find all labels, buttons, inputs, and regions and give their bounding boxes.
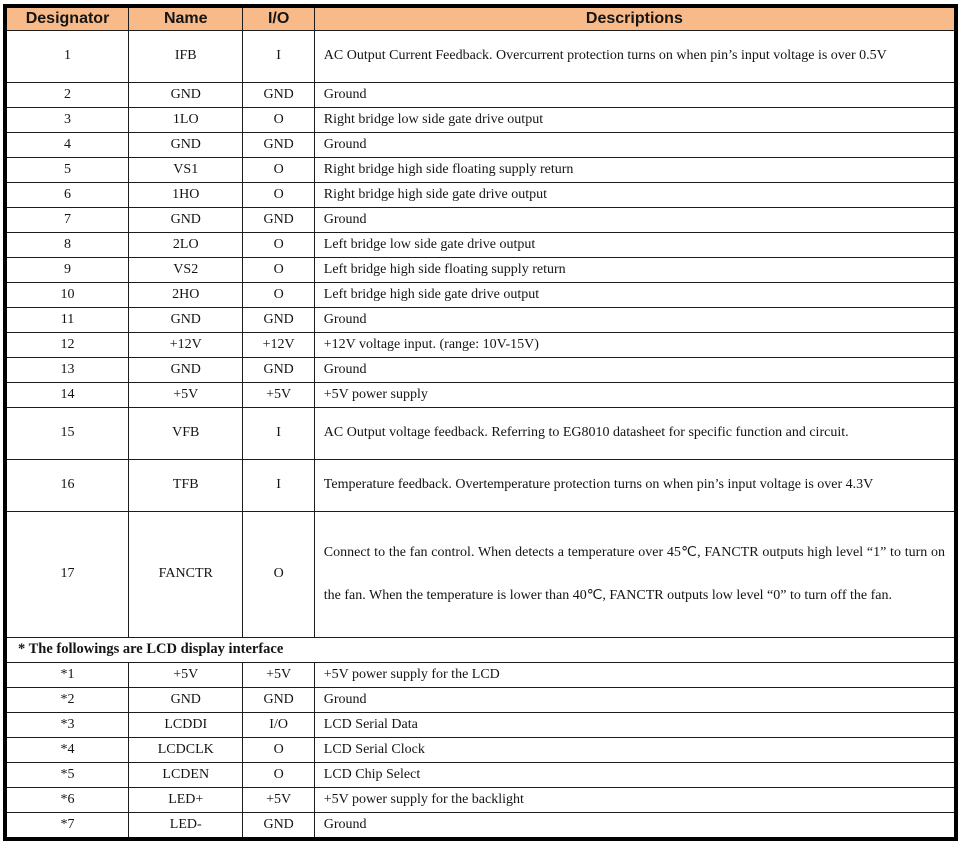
cell-name: LED-: [129, 812, 243, 839]
cell-designator: 5: [5, 157, 129, 182]
column-header-name: Name: [129, 6, 243, 30]
header-row: [5, 6, 956, 30]
cell-io: GND: [243, 82, 314, 107]
cell-name: FANCTR: [129, 511, 243, 637]
table-row: [5, 307, 956, 332]
table-row: [5, 207, 956, 232]
cell-designator: *7: [5, 812, 129, 839]
cell-designator: 6: [5, 182, 129, 207]
cell-io: O: [243, 107, 314, 132]
cell-designator: 15: [5, 407, 129, 459]
cell-name: +5V: [129, 382, 243, 407]
cell-description: Ground: [314, 207, 956, 232]
cell-designator: 1: [5, 30, 129, 82]
column-header-designator: Designator: [5, 6, 129, 30]
cell-designator: 12: [5, 332, 129, 357]
cell-description: Temperature feedback. Overtemperature protection turns on when pin’s input voltage is over 4.3V: [314, 459, 956, 511]
cell-io: +5V: [243, 787, 314, 812]
table-row: [5, 107, 956, 132]
cell-io: I/O: [243, 712, 314, 737]
cell-designator: 3: [5, 107, 129, 132]
cell-description: Ground: [314, 812, 956, 839]
table-row: [5, 257, 956, 282]
lcd-section-label: * The followings are LCD display interface: [5, 637, 956, 662]
cell-name: LCDEN: [129, 762, 243, 787]
pin-description-table: [3, 4, 958, 841]
cell-designator: 4: [5, 132, 129, 157]
cell-name: VS2: [129, 257, 243, 282]
cell-designator: 10: [5, 282, 129, 307]
table-row: [5, 182, 956, 207]
cell-description: +12V voltage input. (range: 10V-15V): [314, 332, 956, 357]
cell-name: GND: [129, 687, 243, 712]
cell-description: +5V power supply for the LCD: [314, 662, 956, 687]
cell-name: GND: [129, 207, 243, 232]
cell-description: Ground: [314, 82, 956, 107]
cell-name: TFB: [129, 459, 243, 511]
table-row: [5, 357, 956, 382]
cell-io: GND: [243, 812, 314, 839]
table-row: [5, 662, 956, 687]
table-row: [5, 459, 956, 511]
table-row: [5, 282, 956, 307]
cell-name: VS1: [129, 157, 243, 182]
cell-name: GND: [129, 82, 243, 107]
table-row: [5, 132, 956, 157]
cell-designator: *4: [5, 737, 129, 762]
cell-description: AC Output Current Feedback. Overcurrent protection turns on when pin’s input voltage is over 0.5V: [314, 30, 956, 82]
cell-io: +5V: [243, 662, 314, 687]
cell-designator: 11: [5, 307, 129, 332]
table-row: [5, 407, 956, 459]
cell-io: +5V: [243, 382, 314, 407]
table-row: [5, 382, 956, 407]
cell-name: VFB: [129, 407, 243, 459]
cell-description: Ground: [314, 307, 956, 332]
cell-io: I: [243, 407, 314, 459]
cell-description: Ground: [314, 687, 956, 712]
cell-name: GND: [129, 357, 243, 382]
cell-name: GND: [129, 132, 243, 157]
cell-designator: *5: [5, 762, 129, 787]
cell-description: Left bridge high side floating supply return: [314, 257, 956, 282]
cell-io: I: [243, 459, 314, 511]
cell-io: O: [243, 511, 314, 637]
cell-description: Left bridge high side gate drive output: [314, 282, 956, 307]
cell-designator: *2: [5, 687, 129, 712]
cell-io: I: [243, 30, 314, 82]
cell-io: O: [243, 257, 314, 282]
table-row: [5, 232, 956, 257]
cell-name: 2HO: [129, 282, 243, 307]
cell-io: GND: [243, 307, 314, 332]
table-row: [5, 787, 956, 812]
cell-designator: *3: [5, 712, 129, 737]
cell-io: GND: [243, 207, 314, 232]
table-row: [5, 687, 956, 712]
cell-description: Left bridge low side gate drive output: [314, 232, 956, 257]
cell-name: LED+: [129, 787, 243, 812]
cell-designator: 2: [5, 82, 129, 107]
cell-designator: *1: [5, 662, 129, 687]
cell-io: O: [243, 232, 314, 257]
cell-name: +12V: [129, 332, 243, 357]
cell-description: +5V power supply for the backlight: [314, 787, 956, 812]
cell-description: LCD Serial Clock: [314, 737, 956, 762]
cell-description: Ground: [314, 132, 956, 157]
cell-io: GND: [243, 132, 314, 157]
cell-designator: 17: [5, 511, 129, 637]
cell-designator: 8: [5, 232, 129, 257]
cell-designator: 9: [5, 257, 129, 282]
cell-designator: *6: [5, 787, 129, 812]
table-row: [5, 332, 956, 357]
table-row: [5, 511, 956, 637]
cell-name: IFB: [129, 30, 243, 82]
column-header-descriptions: Descriptions: [314, 6, 956, 30]
table-row: [5, 737, 956, 762]
cell-description: LCD Chip Select: [314, 762, 956, 787]
table-header: [5, 6, 956, 30]
cell-description: Ground: [314, 357, 956, 382]
cell-name: GND: [129, 307, 243, 332]
cell-name: 2LO: [129, 232, 243, 257]
cell-io: O: [243, 762, 314, 787]
cell-name: 1HO: [129, 182, 243, 207]
cell-name: +5V: [129, 662, 243, 687]
cell-io: GND: [243, 357, 314, 382]
cell-io: GND: [243, 687, 314, 712]
table-row: [5, 82, 956, 107]
cell-description: LCD Serial Data: [314, 712, 956, 737]
table-body: [5, 30, 956, 839]
cell-io: O: [243, 282, 314, 307]
cell-description: AC Output voltage feedback. Referring to EG8010 datasheet for specific function and circuit.: [314, 407, 956, 459]
cell-io: +12V: [243, 332, 314, 357]
column-header-io: I/O: [243, 6, 314, 30]
cell-io: O: [243, 157, 314, 182]
table-row: [5, 30, 956, 82]
table-row: [5, 712, 956, 737]
cell-name: LCDCLK: [129, 737, 243, 762]
table-row: [5, 812, 956, 839]
table-row: [5, 762, 956, 787]
cell-description: Right bridge high side floating supply return: [314, 157, 956, 182]
cell-name: 1LO: [129, 107, 243, 132]
cell-designator: 13: [5, 357, 129, 382]
cell-io: O: [243, 182, 314, 207]
lcd-section-row: [5, 637, 956, 662]
table-row: [5, 157, 956, 182]
cell-description: +5V power supply: [314, 382, 956, 407]
cell-name: LCDDI: [129, 712, 243, 737]
cell-description: Right bridge low side gate drive output: [314, 107, 956, 132]
cell-designator: 16: [5, 459, 129, 511]
cell-description: Right bridge high side gate drive output: [314, 182, 956, 207]
cell-designator: 7: [5, 207, 129, 232]
cell-io: O: [243, 737, 314, 762]
cell-designator: 14: [5, 382, 129, 407]
cell-description: Connect to the fan control. When detects a temperature over 45℃, FANCTR outputs high level “1” to turn on the fan. When the temperature is lower than 40℃, FANCTR outputs low level “0” to turn off the fan.: [314, 511, 956, 637]
